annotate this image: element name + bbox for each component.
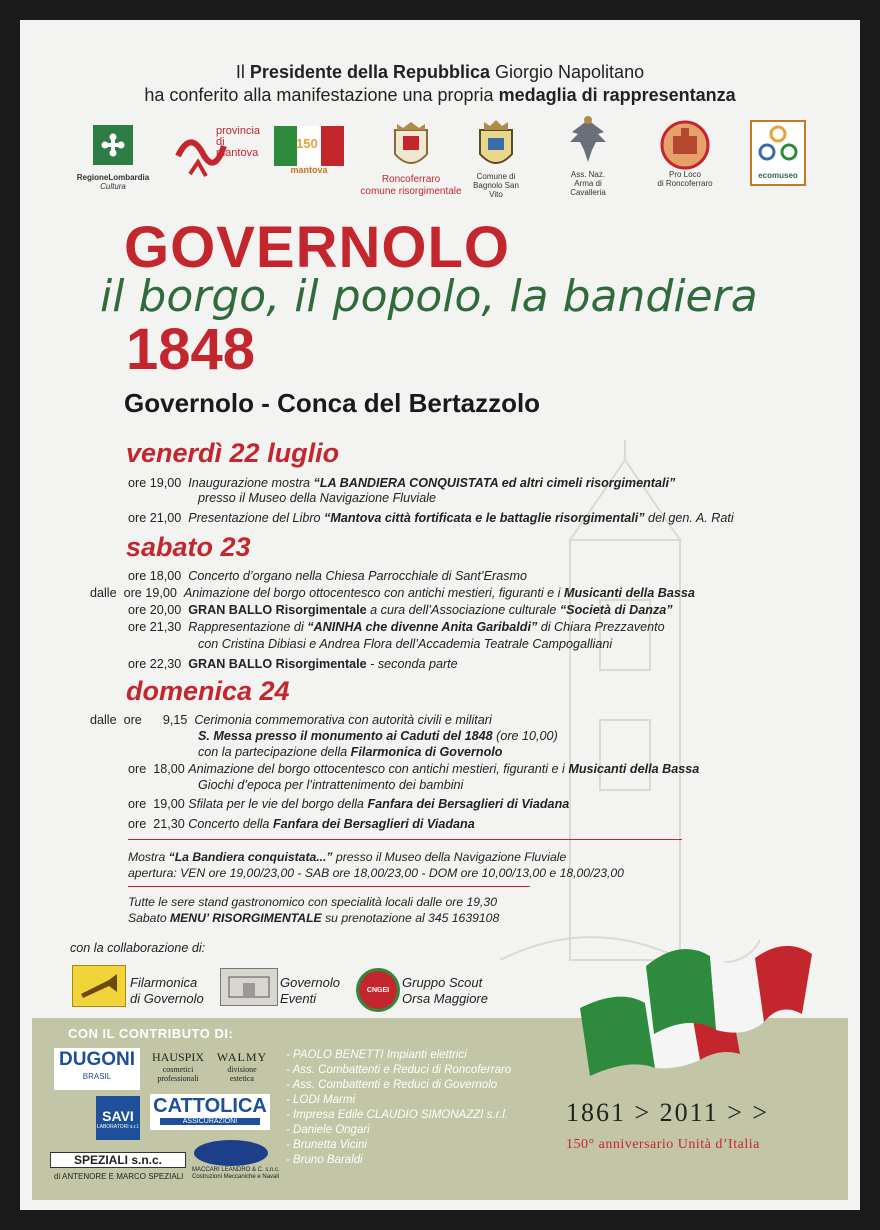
event-row: ore 19,00 Inaugurazione mostra “LA BANDIERA CONQUISTATA ed altri cimeli risorgimentali” xyxy=(128,476,676,490)
logo-caption: ecomuseo xyxy=(758,171,798,180)
sponsor-item: - LODI Marmi xyxy=(286,1094,355,1106)
event-row-continued: con la partecipazione della Filarmonica di Governolo xyxy=(198,745,503,759)
walmy-logo: WALMY divisione estetica xyxy=(216,1050,268,1083)
logo-caption: Roncoferraro xyxy=(381,174,441,185)
logo-caption-sub: Bagnolo San Vito xyxy=(473,181,519,199)
sponsor-item: - Bruno Baraldi xyxy=(286,1154,363,1166)
italian-flags-graphic xyxy=(550,918,820,1098)
logo-caption: Pro Loco xyxy=(668,170,702,179)
lombardia-icon xyxy=(93,125,133,165)
divider xyxy=(128,839,682,840)
bagnolo-crest-icon xyxy=(476,118,516,172)
year-title: 1848 xyxy=(126,317,256,382)
location-title: Governolo - Conca del Bertazzolo xyxy=(124,388,541,418)
event-row: ore 21,30 Rappresentazione di “ANINHA che divenne Anita Garibaldi” di Chiara Prezzavento xyxy=(128,620,665,634)
day-heading-sunday: domenica 24 xyxy=(126,676,290,706)
medal-line: ha conferito alla manifestazione una propria medaglia di rappresentanza xyxy=(144,85,736,105)
partner-scout-l1: Gruppo Scout xyxy=(402,975,483,990)
sponsor-item: - Daniele Ongari xyxy=(286,1124,370,1136)
logo-caption: provincia di mantova xyxy=(216,125,261,159)
logo-caption-sub: Cultura xyxy=(100,182,126,191)
event-row: ore 19,00 Sfilata per le vie del borgo della Fanfara dei Bersaglieri di Viadana xyxy=(128,797,570,811)
tower-watermark xyxy=(500,420,760,980)
governolo-eventi-logo xyxy=(220,968,278,1006)
sponsor-item: - Ass. Combattenti e Reduci di Roncoferraro xyxy=(286,1064,512,1076)
trumpet-icon xyxy=(73,966,125,1006)
event-row-continued: S. Messa presso il monumento ai Caduti del 1848 (ore 10,00) xyxy=(198,729,558,743)
anniversary-label: 150° anniversario Unità d’Italia xyxy=(566,1137,760,1152)
logo-caption: RegioneLombardia xyxy=(76,173,150,182)
event-row: dalle ore 19,00 Animazione del borgo ottocentesco con antichi mestieri, figuranti e i Musicanti della Bassa xyxy=(90,586,695,600)
sponsor-item: - Ass. Combattenti e Reduci di Governolo xyxy=(286,1079,498,1091)
speziali-sub: di ANTENORE E MARCO SPEZIALI xyxy=(54,1172,184,1181)
sponsor-item: - PAOLO BENETTI Impianti elettrici xyxy=(286,1049,467,1061)
logo-caption: Comune di xyxy=(476,172,516,181)
opening-hours: apertura: VEN ore 19,00/23,00 - SAB ore 18,00/23,00 - DOM ore 10,00/13,00 e 18,00/23,00 xyxy=(128,866,624,880)
anniversary-years: 1861 > 2011 > > xyxy=(566,1098,770,1127)
event-row-continued: presso il Museo della Navigazione Fluviale xyxy=(198,491,437,505)
scout-logo xyxy=(356,968,400,1012)
event-row: ore 20,00 GRAN BALLO Risorgimentale a cura dell’Associazione culturale “Società di Danza” xyxy=(128,603,673,617)
event-row: ore 21,00 Presentazione del Libro “Mantova città fortificata e le battaglie risorgimentali” del gen. A. Rati xyxy=(128,511,734,525)
logo-caption-sub: Arma di Cavalleria xyxy=(570,179,606,197)
event-row: ore 18,00 Concerto d’organo nella Chiesa Parrocchiale di Sant’Erasmo xyxy=(128,569,528,583)
pro-loco-icon xyxy=(660,120,710,170)
partner-eventi-l2: Eventi xyxy=(280,991,317,1006)
sponsor-item: - Brunetta Vicini xyxy=(286,1139,367,1151)
partner-filarmonica-l2: di Governolo xyxy=(130,991,204,1006)
logo-ecomuseo xyxy=(750,120,806,186)
collaboration-label: con la collaborazione di: xyxy=(70,941,206,955)
event-row-continued: con Cristina Dibiasi e Andrea Flora dell’Accademia Teatrale Campogalliani xyxy=(198,637,613,651)
logo-150-mantova xyxy=(274,126,344,182)
logo-cavalleria xyxy=(556,112,620,197)
logo-roncoferraro xyxy=(356,120,466,198)
logo-caption: 150 xyxy=(296,136,318,151)
maccari-name: MACCARI LEANDRO & C. s.n.c. xyxy=(192,1167,280,1173)
logo-bagnolo xyxy=(466,118,526,199)
subtitle: il borgo, il popolo, la bandiera xyxy=(100,271,758,322)
partner-filarmonica-l1: Filarmonica xyxy=(130,975,198,990)
logo-caption: Ass. Naz. xyxy=(570,170,606,179)
building-icon xyxy=(221,969,277,1005)
scout-badge-text: CNGEI xyxy=(366,986,390,994)
speziali-logo: SPEZIALI s.n.c. xyxy=(50,1152,186,1168)
event-row: ore 18,00 Animazione del borgo ottocentesco con antichi mestieri, figuranti e i Musicanti della Bassa xyxy=(128,762,700,776)
logo-caption-sub: di Roncoferraro xyxy=(657,179,713,188)
event-row: ore 21,30 Concerto della Fanfara dei Bersaglieri di Viadana xyxy=(128,817,475,831)
main-title: GOVERNOLO xyxy=(124,215,511,280)
partner-scout-l2: Orsa Maggiore xyxy=(402,991,488,1006)
logo-caption-sub: comune risorgimentale xyxy=(360,186,462,197)
day-heading-friday: venerdì 22 luglio xyxy=(126,438,340,468)
roncoferraro-crest-icon xyxy=(389,120,433,174)
hauspix-logo: HAUSPIX cosmetici professionali xyxy=(151,1050,204,1083)
sponsor-item: - Impresa Edile CLAUDIO SIMONAZZI s.r.l. xyxy=(286,1109,508,1121)
event-row-continued: Giochi d’epoca per l’intrattenimento dei bambini xyxy=(198,778,464,792)
cattolica-logo: CATTOLICA ASSICURAZIONI xyxy=(150,1094,270,1130)
poster xyxy=(20,20,860,1210)
logo-pro-loco xyxy=(650,120,720,188)
partner-eventi-l1: Governolo xyxy=(280,975,340,990)
day-heading-saturday: sabato 23 xyxy=(126,532,251,562)
ecomuseo-icon xyxy=(752,122,804,166)
president-line: Il Presidente della Repubblica Giorgio Napolitano xyxy=(235,62,645,82)
maccari-logo xyxy=(194,1140,268,1166)
divider xyxy=(128,886,530,887)
logo-provincia-mantova xyxy=(170,126,260,186)
event-row: dalle ore 9,15 Cerimonia commemorativa con autorità civili e militari xyxy=(90,713,492,727)
filarmonica-logo xyxy=(72,965,126,1007)
food-stand-info: Tutte le sere stand gastronomico con specialità locali dalle ore 19,30 xyxy=(128,895,497,909)
logo-regione-lombardia xyxy=(68,125,158,191)
savi-logo: SAVI LABORATORI s.r.l. xyxy=(96,1096,140,1140)
dugoni-logo: DUGONI BRASIL xyxy=(54,1048,140,1090)
cavalleria-eagle-icon xyxy=(566,112,610,170)
exhibit-info: Mostra “La Bandiera conquistata...” presso il Museo della Navigazione Fluviale xyxy=(128,850,567,864)
maccari-sub: Costruzioni Meccaniche e Navali xyxy=(192,1174,280,1180)
menu-info: Sabato MENU’ RISORGIMENTALE su prenotazione al 345 1639108 xyxy=(128,911,500,925)
event-row: ore 22,30 GRAN BALLO Risorgimentale - seconda parte xyxy=(128,657,458,671)
contribution-label: CON IL CONTRIBUTO DI: xyxy=(68,1026,234,1041)
logo-caption-sub: mantova xyxy=(290,165,328,175)
